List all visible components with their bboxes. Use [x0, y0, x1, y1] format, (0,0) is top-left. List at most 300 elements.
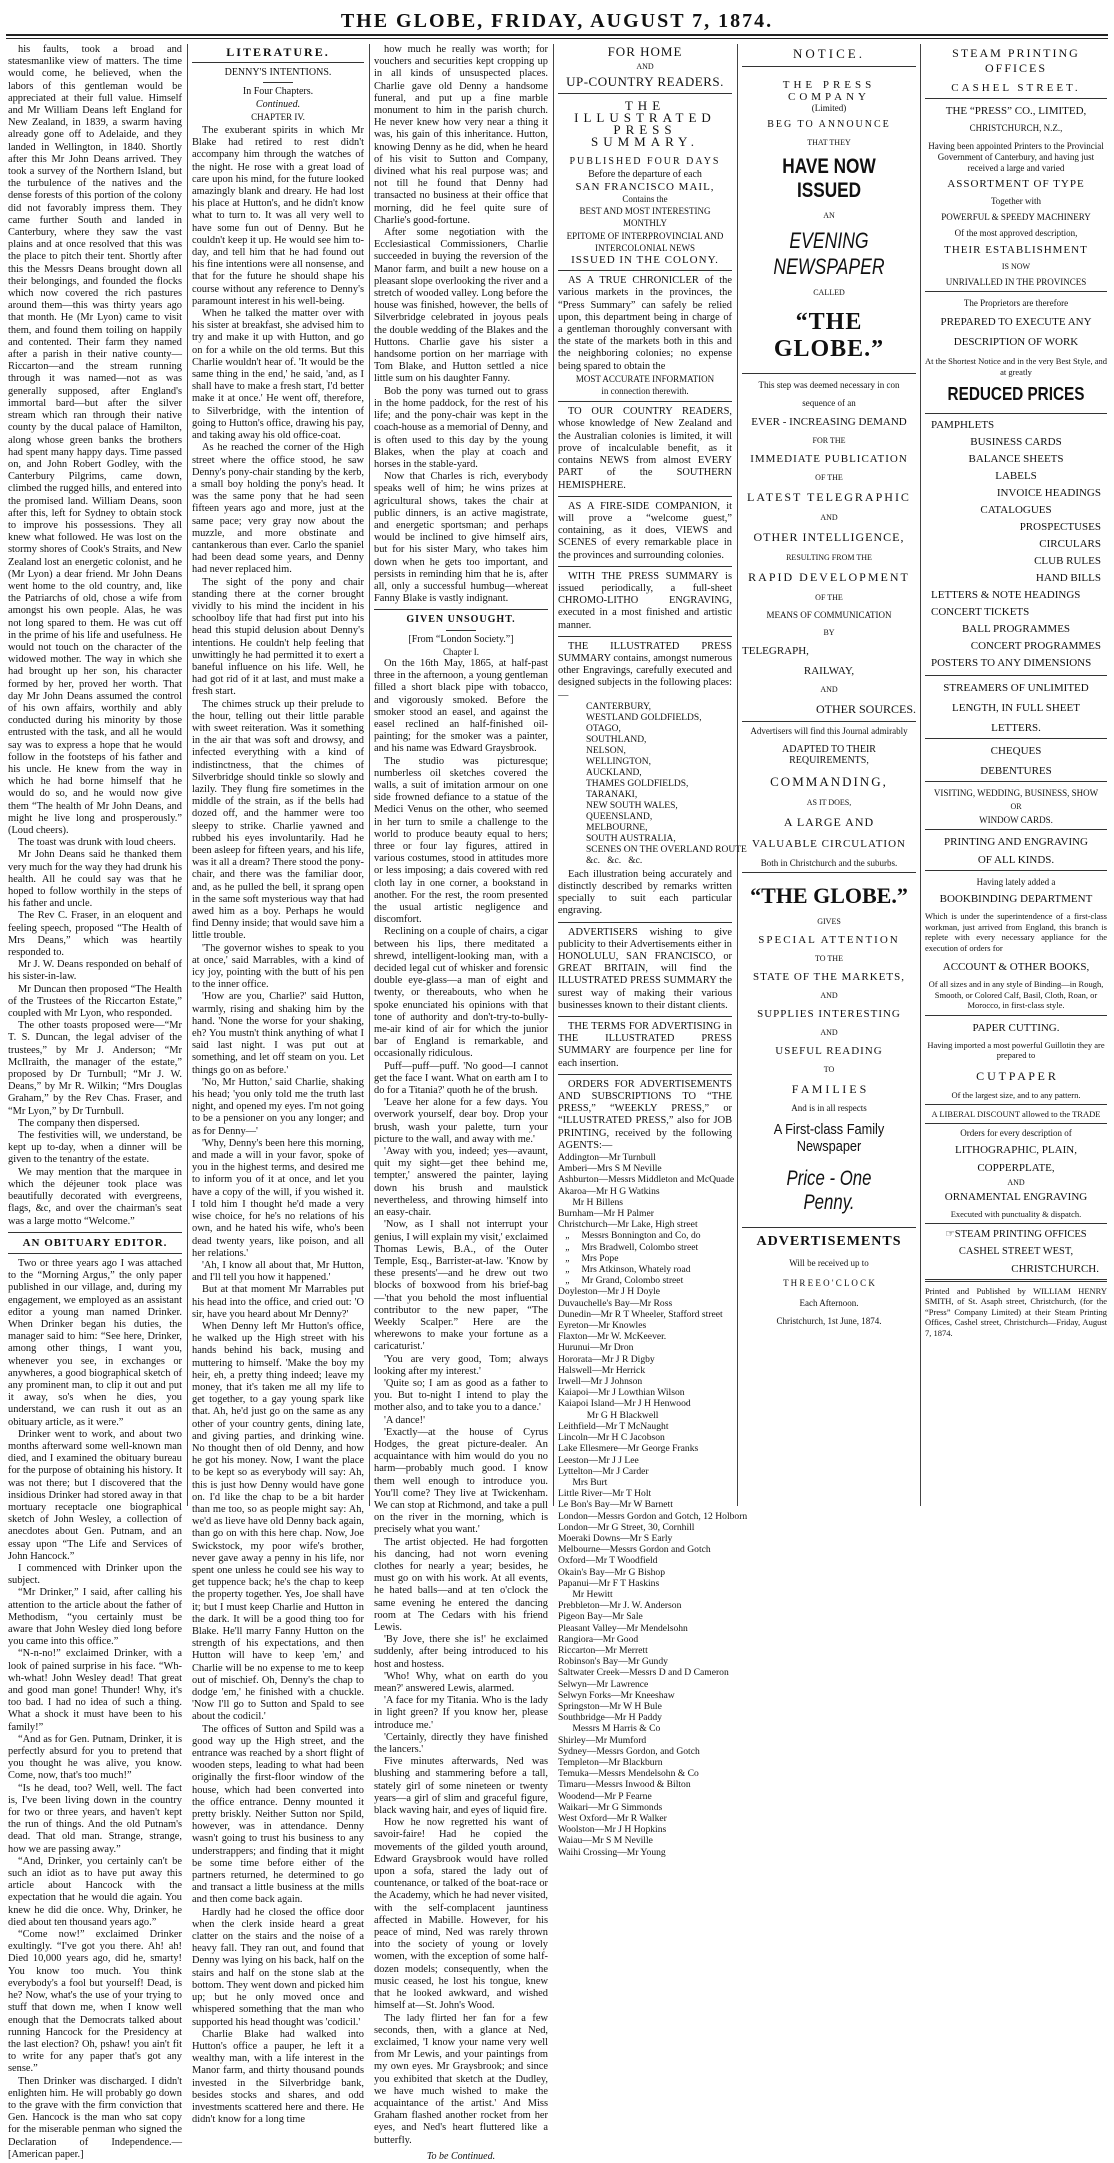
ad-line: IMMEDIATE PUBLICATION	[750, 453, 908, 465]
print-item: CIRCULARS	[1039, 538, 1101, 550]
ad-paragraph: THE ILLUSTRATED PRESS SUMMARY contains, amongst numerous other Engravings, carefully executed and designed subjects in the following places:—	[558, 640, 732, 701]
ad-line: Will be received up to	[789, 1258, 869, 1268]
section-rule	[925, 1015, 1107, 1016]
ad-line: T H R E E O ' C L O C K	[783, 1278, 875, 1288]
agent-item: Waihi Crossing—Mr Young	[558, 1846, 666, 1858]
agent-item: Duvauchelle's Bay—Mr Ross	[558, 1297, 673, 1309]
place-item: CANTERBURY,	[586, 701, 652, 712]
column-2	[192, 44, 364, 2126]
ad-line: EVER - INCREASING DEMAND	[751, 416, 907, 428]
ad-line: ASSORTMENT OF TYPE	[947, 178, 1085, 190]
agent-item: Melbourne—Messrs Gordon and Gotch	[558, 1544, 711, 1556]
print-item: LABELS	[995, 470, 1037, 482]
ad-line: LATEST TELEGRAPHIC	[747, 490, 911, 504]
have-now-issued: HAVE NOW ISSUED	[782, 155, 876, 202]
paragraph: 'Certainly, directly they have finished the lancers.'	[374, 1731, 548, 1756]
paragraph: “N-n-no!” exclaimed Drinker, with a look of pained surprise in his face. “Wh-wh-what! John Wesley dead! That great and good man gone! Thunder! Why, it's too bad. I had no idea of such a thing. What a shock it must have been to his family!”	[8, 1648, 182, 1733]
ad-paragraph: WITH THE PRESS SUMMARY is issued periodically, a full-sheet CHROMO-LITHO ENGRAVING, executed in a most finished and artistic manner.	[558, 570, 732, 631]
ad-line: INTERCOLONIAL NEWS	[595, 242, 695, 253]
agent-item: West Oxford—Mr R Walker	[558, 1813, 667, 1824]
agent-item: Waikari—Mr G Simmonds	[558, 1801, 663, 1813]
paragraph: Mr J. W. Deans responded on behalf of his sister-in-law.	[8, 959, 182, 983]
evening-newspaper: EVENING NEWSPAPER	[773, 228, 885, 279]
ad-line: TO	[823, 1065, 835, 1074]
ad-line: Having lately added a	[976, 877, 1056, 887]
ad-line: Together with	[990, 196, 1042, 206]
agent-item: London—Mr G Street, 30, Cornhill	[558, 1521, 695, 1533]
ad-and: AND	[636, 62, 654, 72]
ad-paragraph: Each illustration being accurately and distinctly described by remarks written specially to suit each particular engraving.	[558, 868, 732, 917]
paragraph: As he reached the corner of the High street where the office stood, he saw Denny's pony-chair standing by the kerb, a small boy holding the pony's head. It was the same pony that he had seen fifteen years ago and more, just at the same pace; very gray now about the muzzle, and more obstinate and cantankerous than ever. Carlo the spaniel had been dead some years, and Denny had never replaced him.	[192, 442, 364, 576]
print-item: CONCERT PROGRAMMES	[970, 640, 1101, 652]
ad-line: EPITOME OF INTERPROVINCIAL AND	[566, 230, 724, 241]
section-rule	[742, 721, 916, 722]
place-item: SCENES ON THE OVERLAND ROUTE	[586, 844, 747, 855]
agent-item: Woodend—Mr P Fearne	[558, 1790, 652, 1802]
ad-line: OTHER INTELLIGENCE,	[753, 530, 905, 544]
agent-item: Eyreton—Mr Knowles	[558, 1320, 647, 1332]
ad-line: A LIBERAL DISCOUNT allowed to the TRADE	[931, 1108, 1101, 1119]
ad-line: CASHEL STREET WEST,	[958, 1245, 1074, 1257]
ad-line: F A M I L I E S	[791, 1082, 867, 1096]
paragraph: 'How are you, Charlie?' said Hutton, warmly, rising and shaking him by the hand. 'None the worse for your shaking, eh? You mustn't think anything of what I said last night. I was put out at something, and let off steam on you. Let things go on as before.'	[192, 991, 364, 1076]
place-item: MELBOURNE,	[586, 822, 648, 833]
column-divider	[369, 44, 370, 1506]
paragraph: 'Leave her alone for a few days. You overwork yourself, dear boy. Drop your brush, wash your palette, turn your picture to the wall, and away with me.'	[374, 1097, 548, 1145]
ad-line: AS IT DOES,	[806, 798, 852, 807]
paragraph: When Denny left Mr Hutton's office, he walked up the High street with his hands behind his back, musing and muttering to himself. 'Make the boy my heir, eh, a pretty thing indeed; leave my money, that it's taken me all my life to get together, to a gay young spark like that. Ah, he'd just go on the same as any other of your country gents, dining late, and giving parties, and drinking wine. No thought then of old Denny, and how he got his money. Now, I want the place to be kept so as everybody will say: Ah, this is just how Denny would have gone on. I'd like the chap to be a bit harder than me too, so as people might say: Ah, we'd as lieve have old Denny back again, than go on with this here chap. Now, Joe Swickstock, my poor wife's brother, never gave away a penny in his life, nor spent one unless he could see his way to get tuppence back; he's the chap to keep the property together. Yes, Joe shall have it; but I must keep Charlie and Hutton in the dark. It will be a good thing too for Blake. He'll marry Fanny Hutton on the strength of his expectations, and then Hutton will have to keep 'em,' and Charlie will be no expense to me to keep out of mischief. Oh, Denny's the chap to dodge 'em,' he finished with a chuckle. 'Now I'll go to Sutton and Spald to see about the codicil.'	[192, 1320, 364, 1723]
ad-paragraph: TO OUR COUNTRY READERS, whose knowledge of New Zealand and the Australian colonies is limited, it will prove of incalculable benefit, as it contains NEWS from almost EVERY PART of the SOUTHERN HEMISPHERE.	[558, 406, 732, 491]
ad-line: ADVERTISEMENTS	[756, 1234, 902, 1249]
agent-item: Amberi—Mrs S M Neville	[558, 1163, 662, 1175]
paragraph: “Is he dead, too? Well, well. The fact is, I've been living down in the country for two or three years, and haven't kept the run of things. And the old Putnam's dead. That old man. Strange, strange, how we are passing away.”	[8, 1782, 182, 1855]
ad-line: GIVES	[817, 917, 841, 926]
agent-item: Prebbleton—Mr J. W. Anderson	[558, 1600, 682, 1612]
agent-item: „ Mrs Pope	[558, 1252, 619, 1264]
agent-item: Christchurch—Mr Lake, High street	[558, 1219, 698, 1231]
story2-source: [From “London Society.”]	[408, 633, 514, 645]
story-continued: Continued.	[255, 98, 301, 110]
agent-item: Temuka—Messrs Mendelsohn & Co	[558, 1768, 699, 1780]
ad-line: VISITING, WEDDING, BUSINESS, SHOW	[933, 788, 1099, 798]
ad-paragraph: ADVERTISERS wishing to give publicity to their Advertisements either in HONOLULU, SAN FRANCISCO, or GREAT BRITAIN, will find the ILLUSTRATED PRESS SUMMARY the surest way of making their various businesses known to their distant clients.	[558, 926, 732, 1011]
agent-item: Doyleston—Mr J H Doyle	[558, 1286, 661, 1298]
paragraph: The company then dispersed.	[18, 1117, 140, 1129]
ad-line: And is in all respects	[791, 1103, 867, 1113]
ad-line: AND	[820, 1028, 838, 1037]
ad-line: ACCOUNT & OTHER BOOKS,	[942, 961, 1090, 973]
ad-line: CHRISTCHURCH.	[1011, 1262, 1099, 1275]
agent-item: Pleasant Valley—Mr Mendelsohn	[558, 1622, 688, 1634]
ad-line: sequence of an	[802, 398, 856, 408]
ad-line: Before the departure of each	[588, 168, 702, 180]
ad-line: IS NOW	[1001, 262, 1031, 271]
ad-line: Advertisers will find this Journal admirably	[750, 726, 908, 736]
paragraph: Charlie Blake had walked into Hutton's office a pauper, he left it a wealthy man, with a life interest in the Manor farm, and thirty thousand pounds invested in the Silverbridge bank, besides stocks and shares, and odd investments scattered here and there. He didn't know for a long time	[192, 2028, 364, 2126]
agent-item: Springston—Mr W H Bule	[558, 1700, 662, 1712]
paragraph: 'Ah, I know all about that, Mr Hutton, and I'll tell you how it happened.'	[192, 1259, 364, 1284]
ad-line: ISSUED IN THE COLONY.	[571, 254, 719, 267]
paragraph: How he now regretted his want of savoir-faire! Had he copied the movements of the gilded youth around, Edward Graysbrook would have rolled upon a sofa, stared the lady out of countenance, or talked of the boat-race or the Academy, which he had never visited, with the self-complacent jauntiness affected in Mabille. However, for his peace of mind, Ned was rarely thrown into the society of young or lovely women, with the exception of some half-dozen models; consequently, when the music ceased, he lost his tongue, knew that he looked awkward, and wished himself at—St. John's Wood.	[374, 1817, 548, 2012]
paragraph: 'A dance!'	[384, 1414, 425, 1426]
story2-title: GIVEN UNSOUGHT.	[406, 614, 516, 626]
agent-item: Mr Hewitt	[558, 1588, 613, 1600]
section-rule	[558, 401, 732, 402]
ad-line: CALLED	[813, 288, 845, 297]
ad-line: COMMANDING,	[770, 774, 888, 789]
ad-line: Of all sizes and in any style of Binding—in Rough, Smooth, or Colored Calf, Basil, Cloth, Roan, or Morocco, in first-class style.	[928, 979, 1104, 1010]
place-item: QUEENSLAND,	[586, 811, 653, 822]
agent-item: Kaiapoi Island—Mr J H Henwood	[558, 1398, 691, 1410]
paragraph: 'The governor wishes to speak to you at once,' said Marrables, with a kind of icy joy, pointing with the butt of his pen to the inner office.	[192, 942, 364, 991]
masthead	[0, 0, 1114, 36]
section-rule	[925, 870, 1107, 871]
ad-line: AN	[823, 211, 835, 220]
ad-line: AND	[820, 513, 838, 522]
ad-line: Contains the	[622, 194, 668, 205]
ad-line: PREPARED TO EXECUTE ANY	[940, 316, 1092, 328]
paragraph: The chimes struck up their prelude to the hour, telling out their little parable with sweet reiteration. Was it something in the air that was soft and drowsy, and infected everything with a kind of indistinctness, that the chimes of Silverbridge should tinkle so slowly and lazily. They flung fire sometimes in the middle of the strain, as if the bells had dozed off, and the hammer were too sleepy to strike. Charlie yawned and rubbed his eyes involuntarily. Had he been asleep for fifteen years, and his life, was it all a dream? There stood the pony-chair, and there was the familiar door, and, as he pulled the bell, it sprang open in the same soft mysterious way that had awed him as a boy. Perhaps he would find Denny inside; that would save him a little trouble.	[192, 698, 364, 942]
ad-line: C U T P A P E R	[976, 1068, 1056, 1083]
ad-paragraph: AS A FIRE-SIDE COMPANION, it will prove a “welcome guest,” containing, as it does, VIEWS and SCENES of every remarkable place in the provinces and surrounding colonies.	[558, 500, 732, 561]
section-rule	[558, 93, 732, 94]
chapter-label: CHAPTER IV.	[251, 111, 305, 122]
paragraph: After some negotiation with the Ecclesiastical Commissioners, Charlie succeeded in buying the reversion of the Manor farm, and built a new house on a pleasant slope overlooking the river and a stretch of wooded valley. Long before the house was finished, however, the bells of Silverbridge celebrated in joyous peals the double wedding of the Blakes and the Huttons. Charlie gave his sister a handsome portion on her marriage with Tom Blake, and Hutton settled a nice little sum on his daughter Fanny.	[374, 227, 548, 385]
masthead-title: THE GLOBE, FRIDAY, AUGUST 7, 1874.	[340, 10, 774, 32]
ad-line: STREAMERS OF UNLIMITED	[943, 682, 1089, 694]
ad-line: POWERFUL & SPEEDY MACHINERY	[941, 212, 1091, 222]
story-subtitle: In Four Chapters.	[242, 86, 314, 98]
agent-item: Leeston—Mr J J Lee	[558, 1454, 639, 1466]
place-item: TARANAKI,	[586, 789, 638, 800]
print-item: BUSINESS CARDS	[970, 436, 1062, 448]
print-item: CONCERT TICKETS	[931, 606, 1030, 618]
column-5	[742, 44, 916, 1506]
agent-item: Hororata—Mr J R Digby	[558, 1353, 655, 1365]
ad-line: USEFUL READING	[775, 1045, 883, 1057]
steam-printing-title: STEAM PRINTING OFFICES	[952, 46, 1080, 75]
ad-line: BEG TO ANNOUNCE	[767, 119, 891, 130]
ad-line: FOR THE	[812, 436, 846, 445]
agent-item: Woolston—Mr J H Hopkins	[558, 1824, 667, 1836]
column-divider	[737, 44, 738, 1506]
agent-item: Robinson's Bay—Mr Gundy	[558, 1656, 668, 1668]
ad-line: THE “PRESS” CO., LIMITED,	[945, 105, 1087, 117]
ad-line: Both in Christchurch and the suburbs.	[760, 858, 898, 868]
section-rule	[8, 1232, 182, 1233]
section-rule	[925, 738, 1107, 739]
obituary-title: AN OBITUARY EDITOR.	[22, 1236, 168, 1249]
paragraph: Bob the pony was turned out to grass in the home paddock, for the rest of his life; and the pony-chair was kept in the coach-house as a memorial of Denny, and is often used to this day by the young Blakes, when the play at coach and horses in the stable-yard.	[374, 385, 548, 470]
ad-line: in connection therewith.	[601, 386, 689, 397]
story-title: DENNY'S INTENTIONS.	[224, 67, 332, 79]
section-rule	[558, 636, 732, 637]
place-item: WESTLAND GOLDFIELDS,	[586, 712, 702, 723]
agent-item: Irwell—Mr J Johnson	[558, 1376, 643, 1388]
short-rule	[446, 630, 476, 631]
agent-item: Hurunui—Mr Dron	[558, 1342, 634, 1354]
place-item: AUCKLAND,	[586, 767, 642, 778]
paragraph: Five minutes afterwards, Ned was blushing and stammering before a tall, stately girl of some nineteen or twenty years—a girl of slim and graceful figure, black waving hair, and eyes of liquid fire.	[374, 1756, 548, 1817]
globe-title: “THE GLOBE.”	[750, 883, 908, 908]
ad-line: BOOKBINDING DEPARTMENT	[939, 893, 1093, 905]
ad-line: RAPID DEVELOPMENT	[748, 570, 910, 584]
paragraph: 'Now, as I shall not interrupt your genius, I will explain my visit,' exclaimed Thomas Lewis, B.A., of the Outer Temple, Esq., Barrister-at-law. 'Know by these presents'—and he drew out two blocks of boxwood from his brief-bag—'that you behold the most influential contributor to the new paper, “The Weekly Scalper.” Here are the wherewons to make your fortune as a caricaturist.'	[374, 1219, 548, 1353]
print-item: BALANCE SHEETS	[968, 453, 1064, 465]
place-item: OTAGO,	[586, 723, 621, 734]
agent-item: Pigeon Bay—Mr Sale	[558, 1611, 643, 1623]
paragraph: Mr John Deans said he thanked them very much for the way they had drunk his health. All he could say was that he hoped to follow worthily in the steps of his father and uncle.	[8, 849, 182, 910]
paragraph: how much he really was worth; for vouchers and securities kept cropping up in all kinds of unsuspected places. Charlie gave old Denny a handsome funeral, and put up a fine marble monument to him in the parish church. He never knew how very near a thing it was, his gain of this inheritance. Hutton, knowing Denny as he did, when he heard of his visit to Sutton and Company, divined what his real purpose was; and not till he found that Denny had transacted no business at their office that morning, did he feel quite sure of Charlie's good-fortune.	[374, 44, 548, 226]
ad-line: The Proprietors are therefore	[963, 298, 1069, 308]
agent-item: Mrs Burt	[558, 1476, 608, 1488]
agent-item: Ashburton—Messrs Middleton and McQuade	[558, 1174, 735, 1186]
agent-item: „ Mr Grand, Colombo street	[558, 1275, 684, 1287]
place-item: &c. &c. &c.	[586, 855, 643, 866]
place-item: NEW SOUTH WALES,	[586, 800, 678, 811]
agent-item: Moeraki Downs—Mr S Early	[558, 1532, 673, 1544]
place-item: NELSON,	[586, 745, 626, 756]
print-item: INVOICE HEADINGS	[996, 487, 1101, 499]
ad-line: OF ALL KINDS.	[977, 854, 1055, 866]
company-name: THE PRESS COMPANY	[782, 79, 876, 103]
place-item: THAMES GOLDFIELDS,	[586, 778, 689, 789]
ad-line: WINDOW CARDS.	[979, 815, 1053, 825]
agent-item: Selwyn Forks—Mr Kneeshaw	[558, 1689, 675, 1701]
ad-line: THAT THEY	[807, 138, 851, 147]
ad-line: DESCRIPTION OF WORK	[953, 336, 1079, 348]
ad-line: ☞STEAM PRINTING OFFICES	[945, 1228, 1087, 1240]
paragraph: The Rev C. Fraser, in an eloquent and feeling speech, proposed “The Health of Mrs Deans,” which was heartily responded to.	[8, 910, 182, 959]
agent-item: Papanui—Mr F T Haskins	[558, 1577, 660, 1589]
ad-line: SUPPLIES INTERESTING	[757, 1008, 901, 1020]
section-rule	[925, 1123, 1107, 1124]
agent-item: Sydney—Messrs Gordon, and Gotch	[558, 1745, 700, 1757]
section-rule	[925, 675, 1107, 676]
ad-line: PAPER CUTTING.	[972, 1021, 1060, 1034]
agent-item: Selwyn—Mr Lawrence	[558, 1678, 649, 1690]
isp-title: THE ILLUSTRATED	[574, 97, 716, 125]
ad-line: Having imported a most powerful Guillotin they are prepared to	[927, 1039, 1105, 1060]
ad-line: AND	[820, 991, 838, 1000]
agent-item: Southbridge—Mr H Paddy	[558, 1712, 662, 1724]
paragraph: Hardly had he closed the office door when the clerk inside heard a great clatter on the stairs and the noise of a heavy fall. They ran out, and found that Denny was lying on his back, half on the stairs and half on the stone slab at the bottom. They went down and picked him up; but he only moved once and whispered something that the man who supported his head thought was 'codicil.'	[192, 1906, 364, 2028]
reduced-prices: REDUCED PRICES	[947, 384, 1085, 404]
notice-title: NOTICE.	[793, 46, 865, 61]
paragraph: 'Who! Why, what on earth do you mean?' answered Lewis, alarmed.	[374, 1670, 548, 1695]
ad-line: Christchurch, 1st June, 1874.	[776, 1316, 882, 1326]
section-rule	[925, 1279, 1107, 1282]
agent-item: Halswell—Mr Herrick	[558, 1364, 646, 1376]
ad-paragraph: AS A TRUE CHRONICLER of the various markets in the provinces, the “Press Summary” can safely be relied upon, this department being in charge of a gentleman thoroughly conversant with the state of the markets both in this and the neighboring colonies; no expense being spared to obtain the	[558, 275, 732, 372]
section-rule	[558, 270, 732, 271]
column-1	[8, 44, 182, 2160]
section-rule	[742, 66, 916, 67]
section-rule	[558, 566, 732, 567]
agent-item: Burnham—Mr H Palmer	[558, 1208, 654, 1220]
print-item: POSTERS TO ANY DIMENSIONS	[931, 657, 1092, 669]
section-rule	[925, 1223, 1107, 1224]
paragraph: 'Quite so; I am as good as a father to you. But to-night I intend to play the mother also, and to take you to a dance.'	[374, 1377, 548, 1414]
paragraph: Then Drinker was discharged. I didn't enlighten him. He will probably go down to the grave with the firm conviction that Gen. Hancock is the man who sat copy for the miserable penman who signed the Declaration of Independence.—[American paper.]	[8, 2075, 182, 2160]
section-rule	[742, 1227, 916, 1228]
ad-line: OR	[1010, 802, 1022, 811]
ad-line: Executed with punctuality & dispatch.	[950, 1208, 1082, 1219]
paragraph: The lady flirted her fan for a few seconds, then, with a glance at Ned, exclaimed, 'I know your name very well from Mr Lewis, and your paintings from my own eyes. Mr Graysbrook; and since you exhibited that sketch at the Dudley, we have much wished to make the acquaintance of the artist.' And Miss Graham flashed another rocket from her eyes, and Ned's heart fluttered like a butterfly.	[374, 2012, 548, 2146]
agent-item: Little River—Mr T Holt	[558, 1488, 652, 1500]
ad-line: RESULTING FROM THE	[786, 553, 872, 562]
paragraph: 'Away with you, indeed; yes—avaunt, quit my sight—get thee behind me, tempter,' answered the painter, laying down his brush and maulstick nevertheless, and throwing himself into an easy-chair.	[374, 1146, 548, 1219]
paragraph: Puff—puff—puff. 'No good—I cannot get the face I want. What on earth am I to do for a Titania?' quoth he of the brush.	[374, 1060, 548, 1097]
column-divider	[553, 44, 554, 1506]
paragraph: “Mr Drinker,” I said, after calling his attention to the article about the father of Methodism, “you certainly must be aware that John Wesley died long before you came into this office.”	[8, 1587, 182, 1648]
ad-line: Orders for every description of	[960, 1127, 1072, 1138]
section-rule	[558, 1016, 732, 1017]
ad-line: CASHEL STREET.	[951, 82, 1081, 94]
print-item: PAMPHLETS	[931, 419, 995, 431]
agent-item: Flaxton—Mr W. McKeever.	[558, 1331, 667, 1343]
paragraph: 'Why, Denny's been here this morning, and made a will in your favor, spoke of you in the highest terms, and desired me to inform you of it at once, and let you have a copy of the will, if you wished it. I told him I thought he'd made a very wise choice, for he's no relations of his own, and he hated his wife, who's been dead twenty years, like poison, and all her relations.'	[192, 1137, 364, 1259]
print-item: LETTERS & NOTE HEADINGS	[931, 589, 1081, 601]
paragraph: his faults, took a broad and statesmanlike view of matters. The time would come, he believed, when the labors of this gentleman would be appreciated at their full value. Himself and Mr William Deans left England for New Zealand, in 1839, a swarm having already gone off to Adelaide, and they landed in Wellington, in 1840. Shortly after this Mr John Deans arrived. They took a survey of the Northern Island, but the turbulence of the natives and the dense forests of this portion of the colony did not favorably impress them. They came further South and landed in Canterbury, where they saw the vast plains and at once resolved that this was the place to pitch their tent. Shortly after this the Messrs Deans brought down all their belongings, and founded the flocks which now covered the rich pastures around them—this was thirty years ago that month. He (Mr Lyon) came to visit them, and found them toiling on happily and contented. Their farm they named after a parish in their native county—Riccarton—and the stream running through it was named—not as was generally supposed, after England's immortal bard—but after the silver stream which ran through their native county by the ducal palace of Hamilton, along whose green banks the brothers had spent many happy days. Time passed on, and John Robert Godley, with the Canterbury Pilgrims, came down, climbed the rugged hills, and entered into the promised land. William Deans, soon after this, left for Sydney to obtain stock to improve his possessions. They all knew what followed. He was lost on the stormy shores of Cook's Straits, and New Zealand lost an energetic colonist, and he (Mr Lyon) a dear friend. Mr John Deans went home to the old country, and, like the Patriarchs of old, chose a wife from amongst his own people. Alas, he was not long spared to them. He was cut off in the prime of his life and usefulness. He would not touch on the character of the widowed mother. The way in which she had brought up her son, his character formed by her, proved her worth. That day Mr John Deans assumed the control of his own affairs, worthily and ably conducted during his minority by those entrusted with the task, and all he would say was to express a hope that he would follow in the footsteps of his father and his uncle. He knew from the way in which he had borne himself that he would do so, and he would now give them “The health of Mr John Deans, and might he live long and prosperously.” (Loud cheers).	[8, 44, 182, 836]
paragraph: The exuberant spirits in which Mr Blake had retired to rest didn't accompany him through the watches of the night. He rose with a great load of care upon his mind, for the future looked amazingly blank and dreary. He had lost his place at Hutton's, and he didn't know what to turn to. It was all very well to have some fun out of Denny. But he couldn't keep it up. He would see him to-day, and tell him that he had found out his fine intentions were all nonsense, and that for the future he should shape his course without any reference to Denny's paramount interest in his well-being.	[192, 125, 364, 307]
agent-item: „ Messrs Bonnington and Co, do	[558, 1230, 701, 1242]
ad-line: COPPERPLATE,	[977, 1161, 1055, 1174]
section-rule	[925, 1104, 1107, 1105]
story-continuation	[374, 44, 548, 605]
ad-line: UNRIVALLED IN THE PROVINCES	[945, 277, 1087, 287]
paragraph: “And as for Gen. Putnam, Drinker, it is perfectly absurd for you to pretend that you thought he was alive, you know. Come, now, that's too much!”	[8, 1733, 182, 1782]
agent-item: Mr G H Blackwell	[558, 1409, 659, 1421]
ad-line: THEIR ESTABLISHMENT	[944, 244, 1088, 256]
ad-line: PRINTING AND ENGRAVING	[943, 836, 1089, 848]
ad-line: STATE OF THE MARKETS,	[753, 971, 905, 983]
agent-item: Oxford—Mr T Woodfield	[558, 1555, 658, 1567]
section-title: LITERATURE.	[226, 45, 330, 59]
print-item: PROSPECTUSES	[1019, 521, 1101, 533]
ad-line: Of the largest size, and to any pattern.	[951, 1089, 1081, 1100]
column-3	[374, 44, 548, 2162]
ad-line: MOST ACCURATE INFORMATION	[575, 373, 715, 384]
ad-line: LENGTH, IN FULL SHEET	[952, 702, 1080, 714]
agent-item: Messrs M Harris & Co	[558, 1723, 661, 1735]
ad-line: BY	[823, 628, 835, 637]
ad-line: LITHOGRAPHIC, PLAIN,	[955, 1143, 1077, 1156]
place-item: WELLINGTON,	[586, 756, 651, 767]
agent-item: Kaiapoi—Mr J Lowthian Wilson	[558, 1387, 685, 1399]
ad-line: SPECIAL ATTENTION	[758, 934, 900, 946]
globe-title: “THE GLOBE.”	[773, 309, 885, 362]
paragraph: We may mention that the marquee in which the déjeuner took place was beautifully decorated with evergreens, flags, &c, and over the chairman's seat was a large motto “Welcome.”	[8, 1166, 182, 1227]
paragraph: The toast was drunk with loud cheers.	[18, 837, 176, 849]
ad-line: CHRISTCHURCH, N.Z.,	[969, 123, 1063, 133]
agent-item: Okain's Bay—Mr G Bishop	[558, 1566, 665, 1578]
agent-item: Lake Ellesmere—Mr George Franks	[558, 1443, 699, 1455]
print-item: CLUB RULES	[1034, 555, 1101, 567]
agent-item: Addington—Mr Turnbull	[558, 1152, 656, 1164]
section-rule	[925, 413, 1107, 414]
isp-title: PRESS SUMMARY.	[590, 122, 700, 150]
paragraph: The artist objected. He had forgotten his dancing, had not worn evening clothes for nearly a year; besides, he must go on with his work. At all events, he hated balls—and at ten o'clock the same evening he entered the dancing room at The Cedars with his friend Lewis.	[374, 1536, 548, 1633]
ad-line: OTHER SOURCES.	[815, 702, 916, 716]
agent-item: Dunedin—Mr R T Wheeler, Stafford street	[558, 1308, 723, 1320]
agent-item: Waiau—Mr S M Neville	[558, 1835, 653, 1847]
ad-line: OF THE	[815, 473, 843, 482]
paragraph: Drinker went to work, and about two months afterward some well-known man died, and I examined the obituary bureau for the purpose of obtaining his history. It was not there; but I discovered that the insidious Drinker had stored away in that mortuary receptacle one biographical sketch of John Wesley, a collection of anecdotes about Gen. Putnam, and an essay upon “The Life and Services of John Hancock.”	[8, 1428, 182, 1562]
section-rule	[925, 98, 1107, 99]
ad-line: RAILWAY,	[803, 665, 855, 677]
agent-item: London—Messrs Gordon and Gotch, 12 Holborn	[558, 1510, 748, 1522]
ad-line: (Limited)	[811, 103, 847, 113]
ad-paragraph: THE TERMS FOR ADVERTISING in THE ILLUSTRATED PRESS SUMMARY are fourpence per line for each insertion.	[558, 1020, 732, 1069]
section-rule	[925, 829, 1107, 830]
ad-line: Which is under the superintendence of a first-class workman, just arrived from England, this branch is replete with every necessary appliance for the execution of orders for	[925, 911, 1107, 953]
paragraph: “Come now!” exclaimed Drinker exultingly. “I've got you there. Ah! ah! Died 10,000 years ago, did he, smarty! You know too much. You think everybody's a fool but yourself! Dead, is he? Now, what's the use of your trying to stuff that down me, when I know well enough that the Democrats talked about running Hancock for the Presidency at the last election? Oh, pshaw! you ain't fit to write for any paper that's got any sense.”	[8, 1929, 182, 2075]
print-item: CATALOGUES	[980, 504, 1052, 516]
section-rule	[192, 62, 364, 63]
place-item: SOUTH AUSTRALIA,	[586, 833, 676, 844]
paragraph: On the 16th May, 1865, at half-past three in the afternoon, a young gentleman filled a short black pipe with tobacco, and vigorously smoked. Before the smoker stood an easel, and against the easel reclined an half-finished oil-painting; for the smoker was a painter, and his name was Edward Graysbrook.	[374, 657, 548, 755]
ad-line: At the Shortest Notice and in the very Best Style, and at greatly	[925, 356, 1108, 377]
column-6	[925, 44, 1107, 1506]
ad-line: A LARGE AND	[783, 815, 875, 829]
ad-line: SAN FRANCISCO MAIL,	[575, 180, 715, 193]
section-rule	[558, 1074, 732, 1075]
paragraph: The studio was picturesque; numberless oil sketches covered the walls, a suit of imitation armour on one side frowned defiance to a statue of the Medici Venus on the other, who seemed in her turn to smile a challenge to the world to produce beauty equal to hers; three or four lay figures, attired in various costumes, stood in attitudes more or less imposing; a dais covered with red cloth lay in one corner, a bookstand in another. For the rest, the room presented the usual artistic negligence and discomfort.	[374, 755, 548, 926]
ad-line: AND	[820, 685, 838, 694]
print-item: BALL PROGRAMMES	[961, 623, 1071, 635]
ad-heading: FOR HOME	[607, 44, 683, 59]
ad-line: CHEQUES	[990, 745, 1042, 757]
masthead-rule-thin	[6, 38, 1108, 39]
agent-item: Leithfield—Mr T McNaught	[558, 1420, 669, 1432]
short-rule	[263, 82, 293, 83]
agents-list	[558, 1152, 748, 1858]
paragraph: 'A face for my Titania. Who is the lady in light green? If you know her, please introduce me.'	[374, 1695, 548, 1731]
agent-item: Shirley—Mr Mumford	[558, 1734, 647, 1746]
print-item: HAND BILLS	[1035, 572, 1101, 584]
paragraph: The offices of Sutton and Spild was a good way up the High street, and the entrance was reached by a short flight of wooden steps, leading to what had been originally the first-floor window of the house, which had been converted into the office entrance. Denny mounted it pretty briskly. Neither Sutton nor Spild, however, was in attendance. Denny wasn't going to trust his business to any understrappers; and finding that it might be some time before either of the partners returned, he determined to go and transact a little business at the mills and then come back again.	[192, 1723, 364, 1906]
paragraph: The festivities will, we understand, be kept up to-day, when a dinner will be given to the tenantry of the estate.	[8, 1130, 182, 1166]
section-rule	[742, 373, 916, 374]
story-body	[192, 125, 364, 2126]
ad-line: VALUABLE CIRCULATION	[752, 838, 906, 850]
to-be-continued: To be Continued.	[426, 2150, 496, 2162]
ad-line: TELEGRAPH,	[742, 645, 809, 657]
paragraph: Mr Duncan then proposed “The Health of the Trustees of the Riccarton Estate,” coupled with Mr Lyon, who responded.	[8, 983, 182, 1020]
ad-line: OF THE	[815, 593, 843, 602]
paragraph: Two or three years ago I was attached to the “Morning Argus,” the only paper published in our village, and, during my engagement, we employed as an assistant editor a young man named Drinker. When Drinker began his duties, the manager said to him: “See here, Drinker, among other things, I want you, whenever you see, in exchanges or anywheres, a good biographical sketch of any prominent man, to clip it out and put it away, so's when he dies, you understand, we can rush it out as an obituary article, as it were.”	[8, 1257, 182, 1428]
ad-line: Having been appointed Printers to the Provincial Government of Canterbury, and having just received a large and varied	[928, 141, 1104, 173]
ad-line: BEST AND MOST INTERESTING	[579, 206, 711, 217]
agent-item: Akaroa—Mr H G Watkins	[558, 1185, 660, 1197]
ad-paragraph: ORDERS FOR ADVERTISEMENTS AND SUBSCRIPTIONS TO “THE PRESS,” “WEEKLY PRESS,” or “ILLUSTRATED PRESS,” also for JOB PRINTING, received by the following AGENTS:—	[558, 1078, 732, 1151]
ad-heading: UP-COUNTRY READERS.	[566, 74, 724, 90]
ad-line: This step was deemed necessary in con	[758, 380, 900, 390]
paragraph: The sight of the pony and chair standing there at the corner brought vividly to his mind the incident in his schoolboy life that had first put into his head this stupid delusion about Denny's intentions. He couldn't help feeling that unwittingly he had permitted it to exert a baneful influence on his life. Well, he had got rid of it at last, and must make a fresh start.	[192, 576, 364, 698]
agent-item: Le Bon's Bay—Mr W Barnett	[558, 1499, 673, 1511]
section-rule	[742, 872, 916, 873]
agent-item: Saltwater Creek—Messrs D and D Cameron	[558, 1667, 729, 1679]
places-list	[558, 701, 747, 867]
obituary-article	[8, 1258, 182, 2161]
paragraph: 'You are very good, Tom; always looking after my interest.'	[374, 1353, 548, 1377]
agent-item: Lincoln—Mr H C Jacobson	[558, 1432, 665, 1444]
imprint: Printed and Published by WILLIAM HENRY SMITH, of St. Asaph street, Christchurch, (for the “Press” Company Limited) at their Steam Printing Offices, Cashel street, Christchurch—Friday, August 7, 1874.	[925, 1285, 1107, 1338]
agent-item: „ Mrs Bradwell, Colombo street	[558, 1241, 699, 1253]
ad-line: LETTERS.	[991, 722, 1041, 734]
paragraph: I commenced with Drinker upon the subject.	[8, 1562, 182, 1587]
